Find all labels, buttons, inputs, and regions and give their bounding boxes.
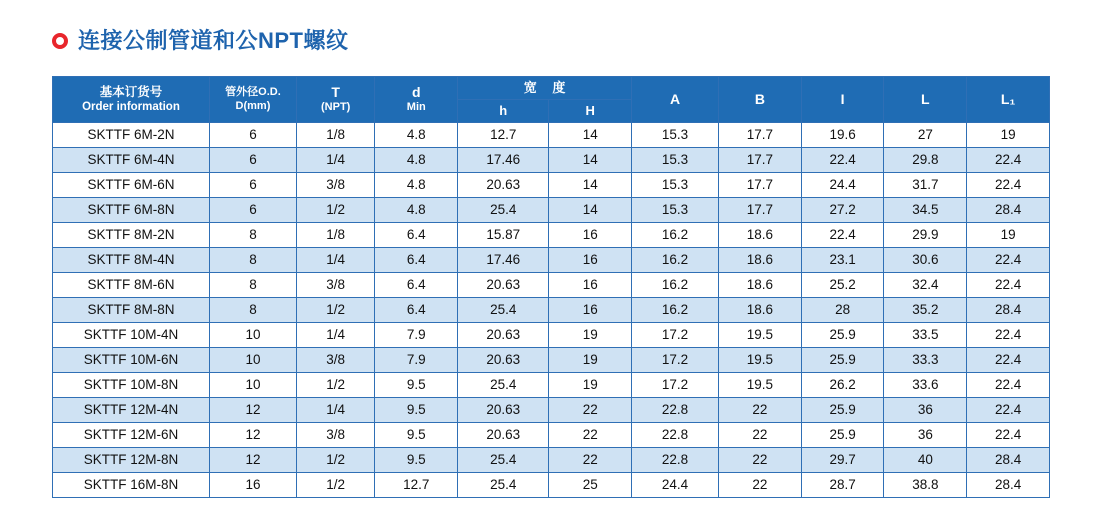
table-cell: 28.4: [967, 473, 1050, 498]
table-row: [53, 198, 1050, 223]
header-d-sub: Min: [406, 101, 426, 114]
table-cell: 22: [549, 398, 632, 423]
table-cell: 22.8: [632, 398, 719, 423]
table-cell: 16: [549, 298, 632, 323]
table-cell: 27.2: [801, 198, 884, 223]
table-cell: 36: [884, 423, 967, 448]
table-cell: 3/8: [296, 173, 374, 198]
table-cell: 16: [549, 248, 632, 273]
cell-order-number: SKTTF 12M-6N: [53, 423, 210, 448]
table-cell: 16.2: [632, 298, 719, 323]
table-cell: 28: [801, 298, 884, 323]
table-cell: 22.4: [967, 173, 1050, 198]
table-cell: 15.3: [632, 123, 719, 148]
table-row: [53, 398, 1050, 423]
page-title: 连接公制管道和公NPT螺纹: [78, 28, 349, 53]
table-cell: 10: [209, 323, 296, 348]
table-cell: 25.9: [801, 398, 884, 423]
cell-order-number: SKTTF 16M-8N: [53, 473, 210, 498]
table-cell: 28.4: [967, 448, 1050, 473]
cell-order-number: SKTTF 6M-6N: [53, 173, 210, 198]
table-cell: 16: [549, 273, 632, 298]
header-thread-t-sub: (NPT): [321, 101, 351, 114]
table-cell: 1/4: [296, 248, 374, 273]
header-order-information-en: Order information: [82, 101, 180, 114]
cell-order-number: SKTTF 10M-4N: [53, 323, 210, 348]
table-row: [53, 348, 1050, 373]
section-title: [52, 30, 349, 52]
table-cell: 1/2: [296, 198, 374, 223]
header-d: [375, 77, 458, 123]
header-i: I: [801, 77, 884, 123]
table-cell: 4.8: [375, 148, 458, 173]
header-order-information: [53, 77, 210, 123]
table-cell: 25.9: [801, 348, 884, 373]
table-cell: 19: [549, 373, 632, 398]
table-cell: 12.7: [458, 123, 549, 148]
table-cell: 22.4: [801, 223, 884, 248]
table-cell: 25.4: [458, 373, 549, 398]
table-cell: 17.2: [632, 373, 719, 398]
table-cell: 6: [209, 148, 296, 173]
cell-order-number: SKTTF 8M-4N: [53, 248, 210, 273]
table-cell: 17.46: [458, 248, 549, 273]
table-cell: 22: [719, 473, 802, 498]
table-cell: 1/4: [296, 148, 374, 173]
table-cell: 20.63: [458, 348, 549, 373]
table-cell: 19.5: [719, 373, 802, 398]
table-cell: 7.9: [375, 348, 458, 373]
header-a: A: [632, 77, 719, 123]
table-row: [53, 248, 1050, 273]
cell-order-number: SKTTF 6M-2N: [53, 123, 210, 148]
table-cell: 29.7: [801, 448, 884, 473]
table-cell: 23.1: [801, 248, 884, 273]
table-cell: 8: [209, 248, 296, 273]
table-cell: 4.8: [375, 123, 458, 148]
table-cell: 22.4: [967, 148, 1050, 173]
table-row: [53, 123, 1050, 148]
table-cell: 22.4: [967, 373, 1050, 398]
table-row: [53, 173, 1050, 198]
table-cell: 25.4: [458, 298, 549, 323]
ring-icon: [52, 33, 68, 49]
table-cell: 25.4: [458, 448, 549, 473]
table-cell: 22: [719, 423, 802, 448]
table-cell: 33.5: [884, 323, 967, 348]
table-cell: 40: [884, 448, 967, 473]
table-cell: 9.5: [375, 373, 458, 398]
table-cell: 9.5: [375, 448, 458, 473]
table-cell: 17.7: [719, 173, 802, 198]
table-cell: 19.5: [719, 348, 802, 373]
cell-order-number: SKTTF 12M-4N: [53, 398, 210, 423]
table-cell: 19: [549, 323, 632, 348]
table-cell: 17.2: [632, 348, 719, 373]
header-l1: L₁: [967, 77, 1050, 123]
table-row: [53, 298, 1050, 323]
table-cell: 3/8: [296, 423, 374, 448]
table-cell: 22.4: [801, 148, 884, 173]
spec-table: [52, 76, 1050, 498]
table-cell: 18.6: [719, 298, 802, 323]
table-cell: 1/2: [296, 448, 374, 473]
table-cell: 33.3: [884, 348, 967, 373]
table-cell: 25.2: [801, 273, 884, 298]
table-cell: 22.8: [632, 448, 719, 473]
header-row-top: [53, 77, 1050, 100]
header-b: B: [719, 77, 802, 123]
table-cell: 24.4: [801, 173, 884, 198]
table-cell: 34.5: [884, 198, 967, 223]
header-outer-diameter-cn: 管外径O.D.: [225, 85, 281, 98]
table-cell: 17.46: [458, 148, 549, 173]
table-cell: 24.4: [632, 473, 719, 498]
table-cell: 30.6: [884, 248, 967, 273]
table-header: [53, 77, 1050, 123]
cell-order-number: SKTTF 10M-8N: [53, 373, 210, 398]
table-cell: 8: [209, 223, 296, 248]
table-cell: 19.5: [719, 323, 802, 348]
table-cell: 17.2: [632, 323, 719, 348]
table-cell: 15.87: [458, 223, 549, 248]
table-cell: 3/8: [296, 348, 374, 373]
table-body: [53, 123, 1050, 498]
table-cell: 22.4: [967, 273, 1050, 298]
table-cell: 25.4: [458, 473, 549, 498]
table-cell: 15.3: [632, 198, 719, 223]
table-cell: 8: [209, 273, 296, 298]
table-cell: 18.6: [719, 248, 802, 273]
table-cell: 6.4: [375, 223, 458, 248]
header-width-h-upper: H: [549, 100, 632, 123]
table-cell: 19: [549, 348, 632, 373]
table-row: [53, 423, 1050, 448]
table-row: [53, 473, 1050, 498]
table-row: [53, 373, 1050, 398]
cell-order-number: SKTTF 8M-2N: [53, 223, 210, 248]
table-row: [53, 323, 1050, 348]
table-cell: 4.8: [375, 173, 458, 198]
table-cell: 17.7: [719, 198, 802, 223]
table-cell: 38.8: [884, 473, 967, 498]
table-cell: 25.9: [801, 423, 884, 448]
header-outer-diameter: [209, 77, 296, 123]
table-cell: 35.2: [884, 298, 967, 323]
table-cell: 19.6: [801, 123, 884, 148]
header-width-group: 宽 度: [458, 77, 632, 100]
table-cell: 6: [209, 198, 296, 223]
table-cell: 26.2: [801, 373, 884, 398]
table-cell: 1/2: [296, 373, 374, 398]
table-cell: 12: [209, 423, 296, 448]
table-cell: 12: [209, 398, 296, 423]
table-cell: 18.6: [719, 223, 802, 248]
table-cell: 20.63: [458, 173, 549, 198]
table-cell: 4.8: [375, 198, 458, 223]
table-cell: 1/2: [296, 298, 374, 323]
table-cell: 29.8: [884, 148, 967, 173]
table-cell: 6.4: [375, 248, 458, 273]
cell-order-number: SKTTF 6M-8N: [53, 198, 210, 223]
table-cell: 25.4: [458, 198, 549, 223]
table-cell: 1/4: [296, 323, 374, 348]
table-cell: 14: [549, 123, 632, 148]
table-cell: 12: [209, 448, 296, 473]
table-cell: 16.2: [632, 248, 719, 273]
table-cell: 3/8: [296, 273, 374, 298]
table-cell: 18.6: [719, 273, 802, 298]
table-cell: 19: [967, 123, 1050, 148]
table-cell: 12.7: [375, 473, 458, 498]
table-cell: 28.7: [801, 473, 884, 498]
table-cell: 25: [549, 473, 632, 498]
spec-table-container: [52, 76, 1050, 498]
table-cell: 1/8: [296, 123, 374, 148]
table-cell: 29.9: [884, 223, 967, 248]
table-cell: 17.7: [719, 148, 802, 173]
table-cell: 22.4: [967, 323, 1050, 348]
table-cell: 22: [719, 448, 802, 473]
table-cell: 28.4: [967, 298, 1050, 323]
table-cell: 6: [209, 123, 296, 148]
header-l: L: [884, 77, 967, 123]
cell-order-number: SKTTF 12M-8N: [53, 448, 210, 473]
cell-order-number: SKTTF 8M-8N: [53, 298, 210, 323]
table-cell: 6.4: [375, 298, 458, 323]
table-cell: 31.7: [884, 173, 967, 198]
table-cell: 20.63: [458, 273, 549, 298]
table-cell: 16: [549, 223, 632, 248]
table-cell: 27: [884, 123, 967, 148]
table-cell: 22: [549, 448, 632, 473]
table-cell: 10: [209, 373, 296, 398]
table-cell: 25.9: [801, 323, 884, 348]
table-cell: 22.4: [967, 248, 1050, 273]
header-outer-diameter-unit: D(mm): [235, 99, 271, 112]
table-row: [53, 448, 1050, 473]
table-cell: 19: [967, 223, 1050, 248]
table-cell: 22.8: [632, 423, 719, 448]
table-cell: 9.5: [375, 398, 458, 423]
table-row: [53, 223, 1050, 248]
table-cell: 16.2: [632, 223, 719, 248]
table-cell: 32.4: [884, 273, 967, 298]
header-thread-t-label: T: [331, 83, 340, 100]
table-cell: 15.3: [632, 148, 719, 173]
cell-order-number: SKTTF 6M-4N: [53, 148, 210, 173]
header-d-label: d: [412, 83, 421, 100]
table-cell: 1/2: [296, 473, 374, 498]
table-cell: 22.4: [967, 423, 1050, 448]
table-cell: 28.4: [967, 198, 1050, 223]
header-order-information-cn: 基本订货号: [99, 84, 163, 99]
table-cell: 36: [884, 398, 967, 423]
table-cell: 15.3: [632, 173, 719, 198]
table-cell: 8: [209, 298, 296, 323]
table-cell: 14: [549, 173, 632, 198]
table-row: [53, 148, 1050, 173]
table-cell: 22.4: [967, 348, 1050, 373]
table-cell: 16: [209, 473, 296, 498]
cell-order-number: SKTTF 10M-6N: [53, 348, 210, 373]
header-thread-t: [296, 77, 374, 123]
cell-order-number: SKTTF 8M-6N: [53, 273, 210, 298]
table-cell: 6.4: [375, 273, 458, 298]
table-cell: 14: [549, 198, 632, 223]
table-cell: 33.6: [884, 373, 967, 398]
table-cell: 10: [209, 348, 296, 373]
header-width-h-lower: h: [458, 100, 549, 123]
table-cell: 1/4: [296, 398, 374, 423]
table-cell: 7.9: [375, 323, 458, 348]
table-cell: 9.5: [375, 423, 458, 448]
table-cell: 6: [209, 173, 296, 198]
table-cell: 14: [549, 148, 632, 173]
table-cell: 16.2: [632, 273, 719, 298]
table-cell: 22: [549, 423, 632, 448]
table-cell: 17.7: [719, 123, 802, 148]
table-cell: 1/8: [296, 223, 374, 248]
table-row: [53, 273, 1050, 298]
table-cell: 20.63: [458, 398, 549, 423]
table-cell: 20.63: [458, 323, 549, 348]
table-cell: 22.4: [967, 398, 1050, 423]
table-cell: 22: [719, 398, 802, 423]
table-cell: 20.63: [458, 423, 549, 448]
